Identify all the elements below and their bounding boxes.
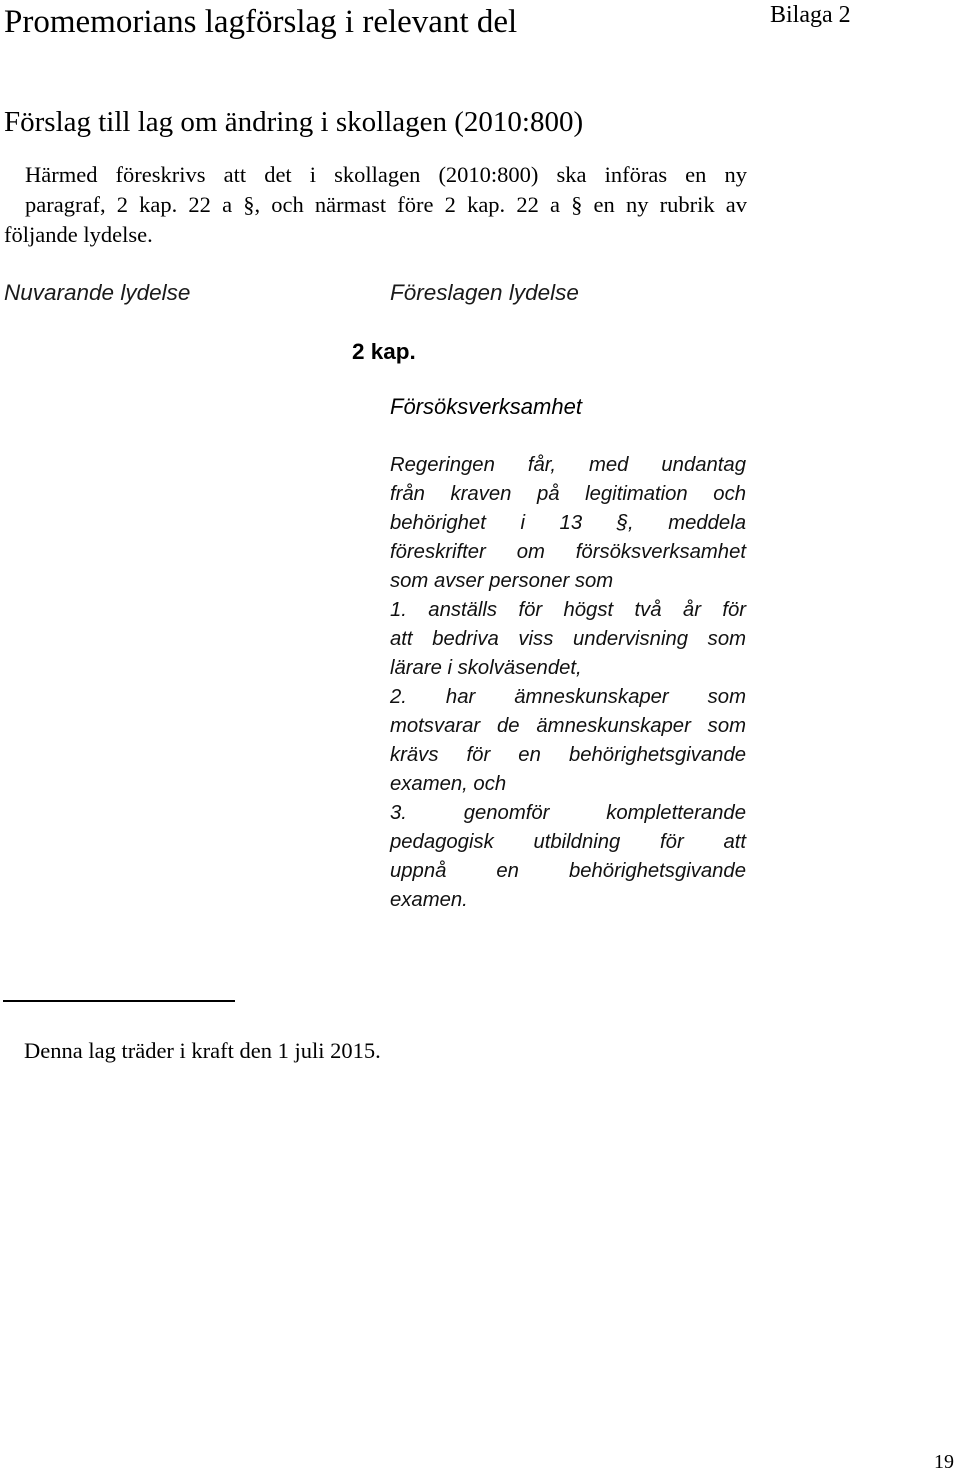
proposal-line: 3. genomför kompletterande — [390, 802, 746, 824]
proposal-line: 1. anställs för högst två år för — [390, 599, 746, 621]
proposal-line: pedagogisk utbildning för att — [390, 831, 746, 853]
proposal-line: uppnå en behörighetsgivande — [390, 860, 746, 882]
intro-line: paragraf, 2 kap. 22 a §, och närmast före 2 kap. 22 a § en ny rubrik av — [25, 192, 747, 217]
proposal-line: som avser personer som — [390, 570, 614, 592]
footnote-separator — [3, 1000, 235, 1002]
footnote-text: Denna lag träder i kraft den 1 juli 2015. — [24, 1038, 381, 1063]
proposal-line: föreskrifter om försöksverksamhet — [390, 541, 746, 563]
proposal-line: motsvarar de ämneskunskaper som — [390, 715, 746, 737]
intro-line: Härmed föreskrivs att det i skollagen (2010:800) ska införas en ny — [25, 162, 747, 187]
section-heading: Försöksverksamhet — [390, 394, 582, 419]
law-proposal-heading: Förslag till lag om ändring i skollagen (2010:800) — [4, 106, 584, 138]
page-number: 19 — [934, 1451, 954, 1473]
proposal-line: från kraven på legitimation och — [390, 483, 746, 505]
document-title: Promemorians lagförslag i relevant del — [4, 4, 518, 40]
proposal-line: 2. har ämneskunskaper som — [390, 686, 746, 708]
proposal-line: krävs för en behörighetsgivande — [390, 744, 746, 766]
proposal-line: examen. — [390, 889, 468, 911]
column-heading-proposed: Föreslagen lydelse — [390, 280, 579, 305]
proposal-line: behörighet i 13 §, meddela — [390, 512, 746, 534]
proposal-line: att bedriva viss undervisning som — [390, 628, 746, 650]
proposal-line: examen, och — [390, 773, 507, 795]
chapter-label: 2 kap. — [352, 339, 416, 364]
appendix-label: Bilaga 2 — [770, 2, 851, 28]
proposal-line: Regeringen får, med undantag — [390, 454, 746, 476]
intro-line: följande lydelse. — [4, 222, 153, 247]
column-heading-current: Nuvarande lydelse — [4, 280, 191, 305]
proposal-line: lärare i skolväsendet, — [390, 657, 582, 679]
